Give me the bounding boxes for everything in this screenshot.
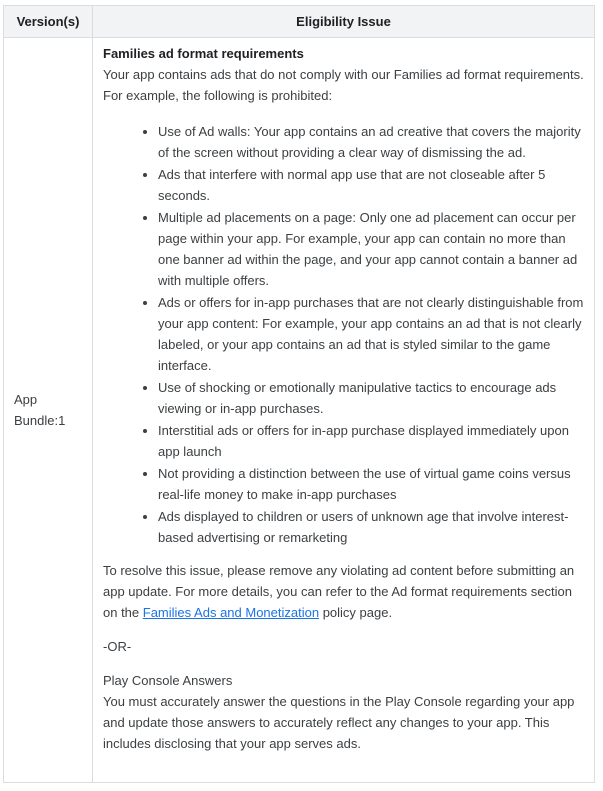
list-item: • Interstitial ads or offers for in-app purchase displayed immediately upon app launch	[158, 420, 586, 462]
table-header	[4, 6, 594, 38]
resolve-text-after: policy page.	[319, 605, 393, 620]
list-item: • Use of shocking or emotionally manipulative tactics to encourage ads viewing or in-app purchases.	[158, 377, 586, 419]
issue-intro: Your app contains ads that do not comply with our Families ad format requirements. For example, the following is prohibited:	[103, 67, 584, 103]
issue-cell	[93, 38, 594, 782]
list-item: • Not providing a distinction between the use of virtual game coins versus real-life money to make in-app purchases	[158, 463, 586, 505]
eligibility-table	[3, 5, 595, 783]
prohibited-list	[103, 121, 586, 548]
resolve-text-before: To resolve this issue, please remove any violating ad content before submitting an app update. For more details, you can refer to the Ad format requirements section on the	[103, 563, 575, 620]
version-cell	[4, 38, 93, 782]
resolve-paragraph	[103, 560, 586, 623]
or-separator: -OR-	[103, 639, 132, 654]
issue-title: Families ad format requirements	[103, 46, 304, 61]
header-eligibility-issue: Eligibility Issue	[296, 14, 391, 29]
list-item: • Ads or offers for in-app purchases that are not clearly distinguishable from your app content: For example, your app contains an ad that is not clearly labeled, or your app contains an ad that is styled similar to the game interface.	[158, 292, 586, 376]
play-console-text: You must accurately answer the questions in the Play Console regarding your app and update those answers to accurately reflect any changes to your app. This includes disclosing that your app serves ads.	[103, 694, 575, 751]
list-item: • Use of Ad walls: Your app contains an ad creative that covers the majority of the screen without providing a clear way of dismissing the ad.	[158, 121, 586, 163]
families-ads-link[interactable]: Families Ads and Monetization	[142, 605, 320, 620]
version-value: App Bundle:1	[14, 392, 66, 428]
play-console-title: Play Console Answers	[103, 673, 233, 688]
list-item: • Multiple ad placements on a page: Only one ad placement can occur per page within your app. For example, your app can contain no more than one banner ad within the page, and your app cannot contain a banner ad with multiple offers.	[158, 207, 586, 291]
table-row	[4, 38, 594, 782]
list-item: • Ads displayed to children or users of unknown age that involve interest-based advertising or remarketing	[158, 506, 586, 548]
header-version: Version(s)	[4, 6, 93, 37]
list-item: • Ads that interfere with normal app use that are not closeable after 5 seconds.	[158, 164, 586, 206]
